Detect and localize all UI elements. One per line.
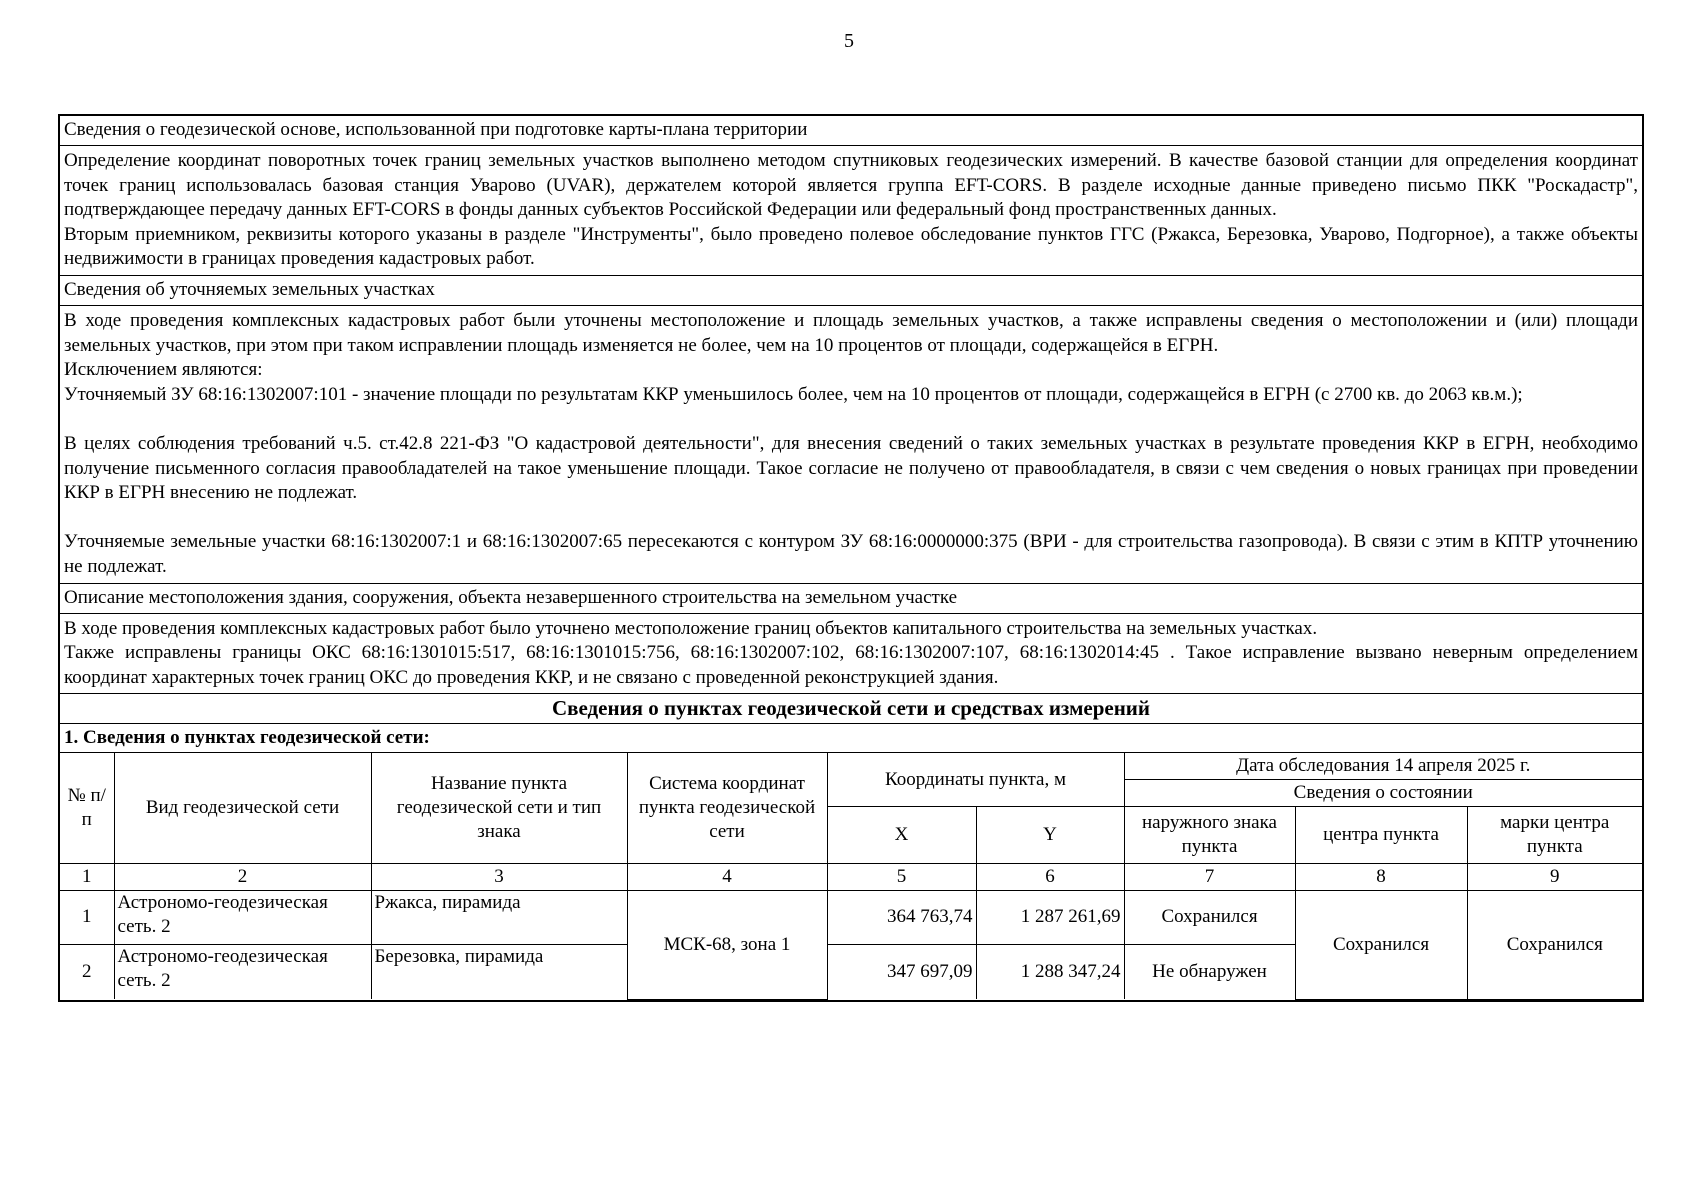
paragraph: Также исправлены границы ОКС 68:16:1301015:517, 68:16:1301015:756, 68:16:1302007:102, 68:16:1302007:107, 68:16:1302014:45 . Такое исправление вызвано неверным определением координат характерных точек границ ОКС до проведения ККР, и не связано с проведенной реконструкцией здания. — [64, 642, 1638, 688]
column-number: 3 — [371, 863, 627, 890]
row-coord-system: МСК-68, зона 1 — [627, 890, 827, 999]
paragraph: Вторым приемником, реквизиты которого указаны в разделе "Инструменты", было проведено полевое обследование пунктов ГГС (Ржакса, Березовка, Уварово, Подгорное), а также объекты недвижимости в границах проведения кадастровых работ. — [64, 223, 1638, 270]
cadastral-sheet — [58, 114, 1644, 1002]
column-number: 9 — [1467, 863, 1642, 890]
geo-network-table-wrap — [60, 753, 1642, 1000]
refined-plots-header: Сведения об уточняемых земельных участках — [60, 276, 1642, 306]
row-point-name: Березовка, пирамида — [371, 944, 627, 999]
header-survey-date: Дата обследования 14 апреля 2025 г. — [1124, 753, 1642, 779]
column-number: 8 — [1295, 863, 1467, 890]
header-outer-sign: наружного знака пункта — [1124, 806, 1295, 863]
column-number: 6 — [976, 863, 1124, 890]
header-coordinates: Координаты пункта, м — [827, 753, 1124, 806]
paragraph: Уточняемый ЗУ 68:16:1302007:101 - значение площади по результатам ККР уменьшилось более, чем на 10 процентов от площади, содержащейся в ЕГРН (с 2700 кв. до 2063 кв.м.); — [64, 383, 1523, 405]
blank-line — [64, 506, 1638, 531]
row-network-type: Астрономо-геодезическая сеть. 2 — [114, 944, 371, 999]
column-number: 7 — [1124, 863, 1295, 890]
column-number: 5 — [827, 863, 976, 890]
column-number: 2 — [114, 863, 371, 890]
column-number-row — [60, 863, 1642, 890]
header-network-type: Вид геодезической сети — [114, 753, 371, 863]
row-x: 347 697,09 — [827, 944, 976, 999]
geo-network-subtitle: 1. Сведения о пунктах геодезической сети: — [60, 724, 1642, 753]
header-center: центра пункта — [1295, 806, 1467, 863]
column-number: 1 — [60, 863, 114, 890]
paragraph: В ходе проведения комплексных кадастровых работ были уточнены местоположение и площадь земельных участков, а также исправлены сведения о местоположении и (или) площади земельных участков, при этом при таком исправлении площадь изменяется не более, чем на 10 процентов от площади, содержащейся в ЕГРН. — [64, 309, 1638, 356]
paragraph: Определение координат поворотных точек границ земельных участков выполнено методом спутниковых геодезических измерений. В качестве базовой станции для определения координат точек границ использовалась базовая станция Уварово (UVAR), держателем которой является группа EFT-CORS. В разделе исходные данные приведено письмо ПКК "Роскадастр", подтверждающее передачу данных EFT-CORS в фонды данных субъектов Российской Федерации или федеральный фонд пространственных данных. — [64, 150, 1638, 221]
geo-network-section-title: Сведения о пунктах геодезической сети и средствах измерений — [60, 694, 1642, 724]
header-x: X — [827, 806, 976, 863]
paragraph: В ходе проведения комплексных кадастровых работ было уточнено местоположение границ объектов капитального строительства на земельных участках. — [64, 617, 1318, 639]
building-location-header: Описание местоположения здания, сооружения, объекта незавершенного строительства на земельном участке — [60, 584, 1642, 614]
header-coord-system: Система координат пункта геодезической сети — [627, 753, 827, 863]
header-num: № п/п — [60, 753, 114, 863]
building-location-text — [60, 614, 1642, 695]
refined-plots-text — [60, 306, 1642, 584]
row-outer-sign: Не обнаружен — [1124, 944, 1295, 999]
row-center: Сохранился — [1295, 890, 1467, 999]
row-x: 364 763,74 — [827, 890, 976, 944]
paragraph: Уточняемые земельные участки 68:16:1302007:1 и 68:16:1302007:65 пересекаются с контуром ЗУ 68:16:0000000:375 (ВРИ - для строительства газопровода). В связи с этим в КПТР уточнению не подлежат. — [64, 531, 1638, 577]
row-network-type: Астрономо-геодезическая сеть. 2 — [114, 890, 371, 944]
row-outer-sign: Сохранился — [1124, 890, 1295, 944]
geo-network-table — [60, 753, 1642, 1000]
table-row — [60, 890, 1642, 944]
blank-line — [64, 407, 1638, 432]
header-y: Y — [976, 806, 1124, 863]
page-number: 5 — [844, 30, 854, 52]
column-number: 4 — [627, 863, 827, 890]
header-center-mark: марки центра пункта — [1467, 806, 1642, 863]
row-y: 1 287 261,69 — [976, 890, 1124, 944]
geodetic-basis-header: Сведения о геодезической основе, использованной при подготовке карты-плана территории — [60, 116, 1642, 146]
row-y: 1 288 347,24 — [976, 944, 1124, 999]
row-point-name: Ржакса, пирамида — [371, 890, 627, 944]
header-condition: Сведения о состоянии — [1124, 779, 1642, 806]
row-num: 1 — [60, 890, 114, 944]
header-point-name: Название пункта геодезической сети и тип знака — [371, 753, 627, 863]
geodetic-basis-text — [60, 146, 1642, 276]
paragraph: Исключением являются: — [64, 359, 263, 381]
row-center-mark: Сохранился — [1467, 890, 1642, 999]
row-num: 2 — [60, 944, 114, 999]
paragraph: В целях соблюдения требований ч.5. ст.42.8 221-ФЗ "О кадастровой деятельности", для внесения сведений о таких земельных участках в результате проведения ККР в ЕГРН, необходимо получение письменного согласия правообладателей на такое уменьшение площади. Такое согласие не получено от правообладателя, в связи с чем сведения о новых границах при проведении ККР в ЕГРН внесению не подлежат. — [64, 432, 1638, 504]
